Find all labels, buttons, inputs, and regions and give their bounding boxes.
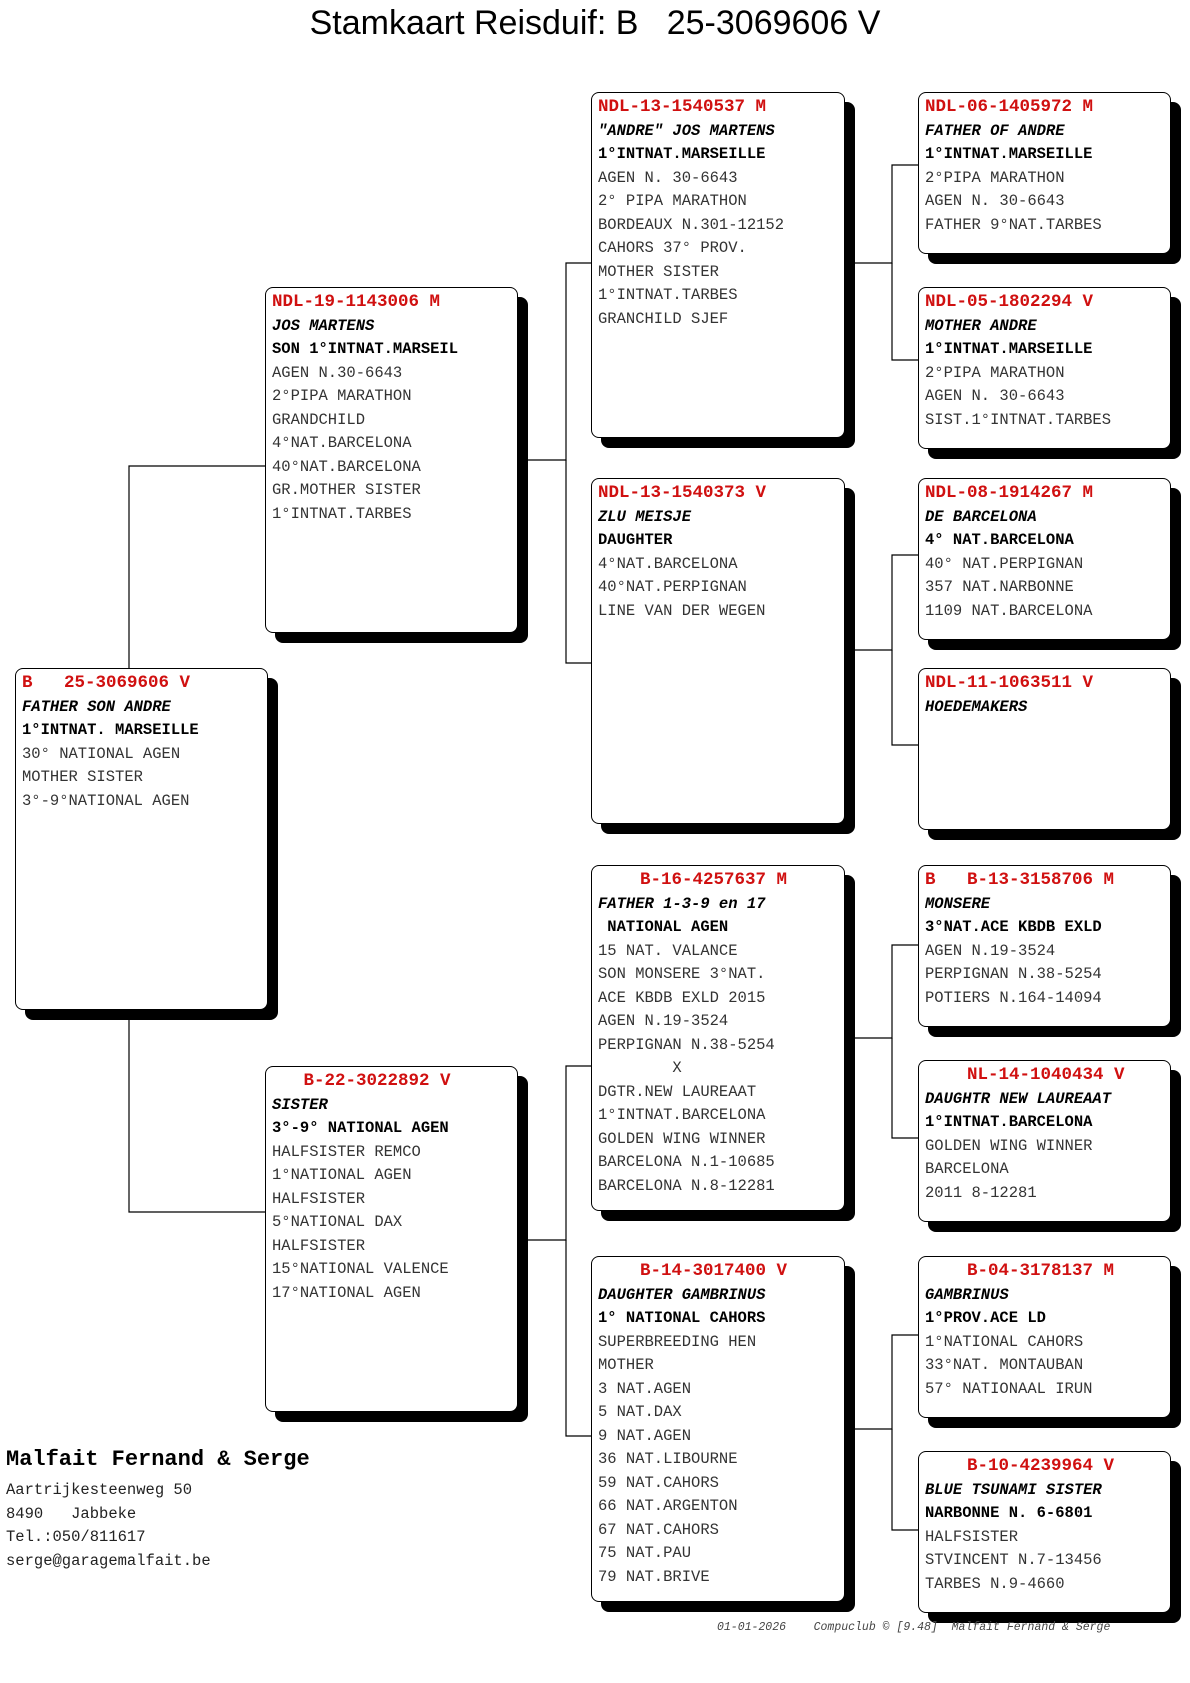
result-line: 9 NAT.AGEN [598,1426,692,1445]
owner-address: Aartrijkesteenweg 50 [6,1481,193,1499]
ring-number: B-22-3022892 V [272,1071,451,1091]
result-line: 5 NAT.DAX [598,1403,682,1421]
result-line: CAHORS 37° PROV. [598,239,747,257]
pigeon-name: FATHER OF ANDRE [925,121,1065,140]
result-line: HALFSISTER REMCO [272,1142,421,1161]
highlight-result: 1°PROV.ACE LD [925,1309,1046,1327]
connector-fm-fmf [845,555,918,650]
connector-fm-fmm [892,650,918,745]
result-line: 59 NAT.CAHORS [598,1473,719,1492]
result-line: SUPERBREEDING HEN [598,1332,757,1351]
result-line: ACE KBDB EXLD 2015 [598,988,766,1007]
pigeon-name: MONSERE [925,894,991,913]
result-line: 1°INTNAT.TARBES [272,504,412,523]
result-line: 4°NAT.BARCELONA [598,554,738,573]
highlight-result: 1°INTNAT. MARSEILLE [22,721,199,739]
highlight-result: 3°NAT.ACE KBDB EXLD [925,918,1102,936]
result-line: LINE VAN DER WEGEN [598,601,766,620]
result-line: DGTR.NEW LAUREAAT [598,1082,757,1101]
result-line: GOLDEN WING WINNER [925,1136,1093,1155]
connector-mm-mmf [845,1335,918,1429]
pigeon-name: BLUE TSUNAMI SISTER [925,1480,1102,1499]
result-line: GRANDCHILD [272,410,366,429]
result-line: AGEN N. 30-6643 [925,192,1065,210]
result-line: 357 NAT.NARBONNE [925,578,1074,596]
result-line: 1°NATIONAL CAHORS [925,1332,1084,1351]
pigeon-card-mf-father [918,865,1171,1027]
highlight-result: 4° NAT.BARCELONA [925,531,1074,549]
result-line: 79 NAT.BRIVE [598,1567,710,1586]
ring-number: B-16-4257637 M [598,870,788,890]
result-line: PERPIGNAN N.38-5254 [598,1035,775,1054]
pigeon-card-mother-father [591,865,845,1211]
pigeon-card-ff-father [918,92,1171,254]
result-line: FATHER 9°NAT.TARBES [925,215,1102,234]
result-line: 2°PIPA MARATHON [272,387,412,405]
result-line: AGEN N. 30-6643 [925,387,1065,405]
result-line: AGEN N.19-3524 [925,941,1056,960]
ring-number: NDL-19-1143006 M [272,292,441,312]
connector-main-mother [129,1010,265,1212]
owner-phone: Tel.:050/811617 [6,1528,146,1546]
highlight-result: 1°INTNAT.MARSEILLE [925,145,1093,163]
result-line: 2011 8-12281 [925,1183,1037,1202]
result-line: 17°NATIONAL AGEN [272,1283,421,1302]
result-line: TARBES N.9-4660 [925,1574,1065,1593]
connector-mother-mf [518,1066,591,1240]
result-line: BORDEAUX N.301-12152 [598,215,785,234]
ring-number: B-10-4239964 V [925,1456,1115,1476]
highlight-result: NATIONAL AGEN [598,918,729,936]
result-line: SON MONSERE 3°NAT. [598,965,766,983]
result-line: HALFSISTER [925,1527,1019,1546]
result-line: MOTHER SISTER [598,262,719,281]
pigeon-card-mother [265,1066,518,1412]
connector-ff-ffm [892,263,918,360]
pigeon-name: DAUGHTR NEW LAUREAAT [925,1089,1112,1108]
connector-mother-mm [566,1240,591,1436]
ring-number: B B-13-3158706 M [925,870,1115,890]
result-line: AGEN N.30-6643 [272,363,403,382]
result-line: 1°INTNAT.BARCELONA [598,1106,766,1124]
owner-city: 8490 Jabbeke [6,1504,137,1523]
result-line: 30° NATIONAL AGEN [22,744,181,763]
result-line: AGEN N.19-3524 [598,1012,729,1030]
pigeon-name: HOEDEMAKERS [925,697,1028,716]
result-line: 4°NAT.BARCELONA [272,434,412,452]
result-line: PERPIGNAN N.38-5254 [925,965,1102,983]
pigeon-card-father-father [591,92,845,438]
ring-number: NDL-13-1540537 M [598,97,767,117]
result-line: GR.MOTHER SISTER [272,481,421,499]
result-line: MOTHER SISTER [22,768,143,786]
owner-address-block [6,1447,310,1573]
pigeon-name: "ANDRE" JOS MARTENS [598,121,775,140]
result-line: STVINCENT N.7-13456 [925,1551,1102,1569]
pigeon-card-mf-mother [918,1060,1171,1222]
pigeon-name: GAMBRINUS [925,1285,1009,1304]
ring-number: B-14-3017400 V [598,1261,788,1281]
connector-mf-mfm [892,1038,918,1138]
connector-mm-mmm [892,1429,918,1530]
result-line: BARCELONA N.8-12281 [598,1176,775,1195]
pigeon-name: FATHER SON ANDRE [22,697,171,716]
footer-credits: 01-01-2026 Compuclub © [9.48] Malfait Fernand & Serge [717,1621,1111,1634]
result-line: HALFSISTER [272,1189,366,1208]
result-line: 57° NATIONAAL IRUN [925,1379,1093,1398]
highlight-result: NARBONNE N. 6-6801 [925,1504,1093,1522]
result-line: GRANCHILD SJEF [598,309,729,328]
result-line: 66 NAT.ARGENTON [598,1497,738,1515]
result-line: 5°NATIONAL DAX [272,1213,403,1231]
page-title: Stamkaart Reisduif: B 25-3069606 V [309,4,881,42]
result-line: 2°PIPA MARATHON [925,363,1065,382]
ring-number: B-04-3178137 M [925,1261,1115,1281]
highlight-result: DAUGHTER [598,531,673,549]
pigeon-name: JOS MARTENS [272,316,375,335]
connector-main-father [129,466,265,668]
pigeon-card-father [265,287,518,633]
ring-number: NDL-05-1802294 V [925,292,1094,312]
ring-number: NDL-11-1063511 V [925,673,1094,693]
pigeon-name: ZLU MEISJE [598,507,692,526]
connector-mf-mff [845,945,918,1038]
owner-name: Malfait Fernand & Serge [6,1447,310,1472]
pigeon-card-mother-mother [591,1256,845,1602]
result-line: 40°NAT.PERPIGNAN [598,578,747,596]
pigeon-card-main [15,668,268,1010]
pigeon-name: SISTER [272,1095,328,1114]
result-line: AGEN N. 30-6643 [598,168,738,187]
highlight-result: 3°-9° NATIONAL AGEN [272,1119,449,1137]
result-line: GOLDEN WING WINNER [598,1129,766,1148]
connector-father-ff [518,263,591,460]
highlight-result: 1°INTNAT.MARSEILLE [925,340,1093,358]
highlight-result: SON 1°INTNAT.MARSEIL [272,340,459,358]
result-line: 40°NAT.BARCELONA [272,457,421,476]
result-line: 1109 NAT.BARCELONA [925,601,1093,620]
ring-number: NDL-08-1914267 M [925,483,1094,503]
result-line: SIST.1°INTNAT.TARBES [925,410,1112,429]
result-line: 1°NATIONAL AGEN [272,1166,412,1184]
result-line: 2°PIPA MARATHON [925,168,1065,187]
highlight-result: 1° NATIONAL CAHORS [598,1309,766,1327]
result-line: BARCELONA [925,1160,1009,1178]
result-line: HALFSISTER [272,1236,366,1255]
pigeon-card-fm-mother [918,668,1171,830]
result-line: 40° NAT.PERPIGNAN [925,554,1084,573]
pigeon-name: MOTHER ANDRE [925,316,1037,335]
result-line: 15°NATIONAL VALENCE [272,1260,449,1278]
result-line: 15 NAT. VALANCE [598,941,738,960]
highlight-result: 1°INTNAT.BARCELONA [925,1113,1093,1131]
pigeon-card-ff-mother [918,287,1171,449]
result-line: 2° PIPA MARATHON [598,192,747,210]
connector-father-fm [566,460,591,663]
pigeon-name: DAUGHTER GAMBRINUS [598,1285,766,1304]
ring-number: B 25-3069606 V [22,673,191,693]
result-line: 67 NAT.CAHORS [598,1520,719,1539]
pigeon-card-mm-mother [918,1451,1171,1613]
ring-number: NL-14-1040434 V [925,1065,1125,1085]
highlight-result: 1°INTNAT.MARSEILLE [598,145,766,163]
pigeon-name: FATHER 1-3-9 en 17 [598,894,766,913]
result-line: 75 NAT.PAU [598,1544,692,1562]
pigeon-card-father-mother [591,478,845,824]
result-line: 3 NAT.AGEN [598,1379,692,1398]
pigeon-card-mm-father [918,1256,1171,1418]
result-line: MOTHER [598,1356,654,1374]
result-line: 33°NAT. MONTAUBAN [925,1356,1084,1374]
pigeon-card-fm-father [918,478,1171,640]
result-line: POTIERS N.164-14094 [925,988,1102,1007]
result-line: 1°INTNAT.TARBES [598,286,738,304]
result-line: X [598,1059,682,1077]
result-line: BARCELONA N.1-10685 [598,1153,775,1171]
ring-number: NDL-06-1405972 M [925,97,1094,117]
ring-number: NDL-13-1540373 V [598,483,767,503]
result-line: 36 NAT.LIBOURNE [598,1450,738,1468]
pigeon-name: DE BARCELONA [925,507,1037,526]
owner-email: serge@garagemalfait.be [6,1551,211,1570]
result-line: 3°-9°NATIONAL AGEN [22,791,190,810]
connector-ff-fff [845,165,918,263]
